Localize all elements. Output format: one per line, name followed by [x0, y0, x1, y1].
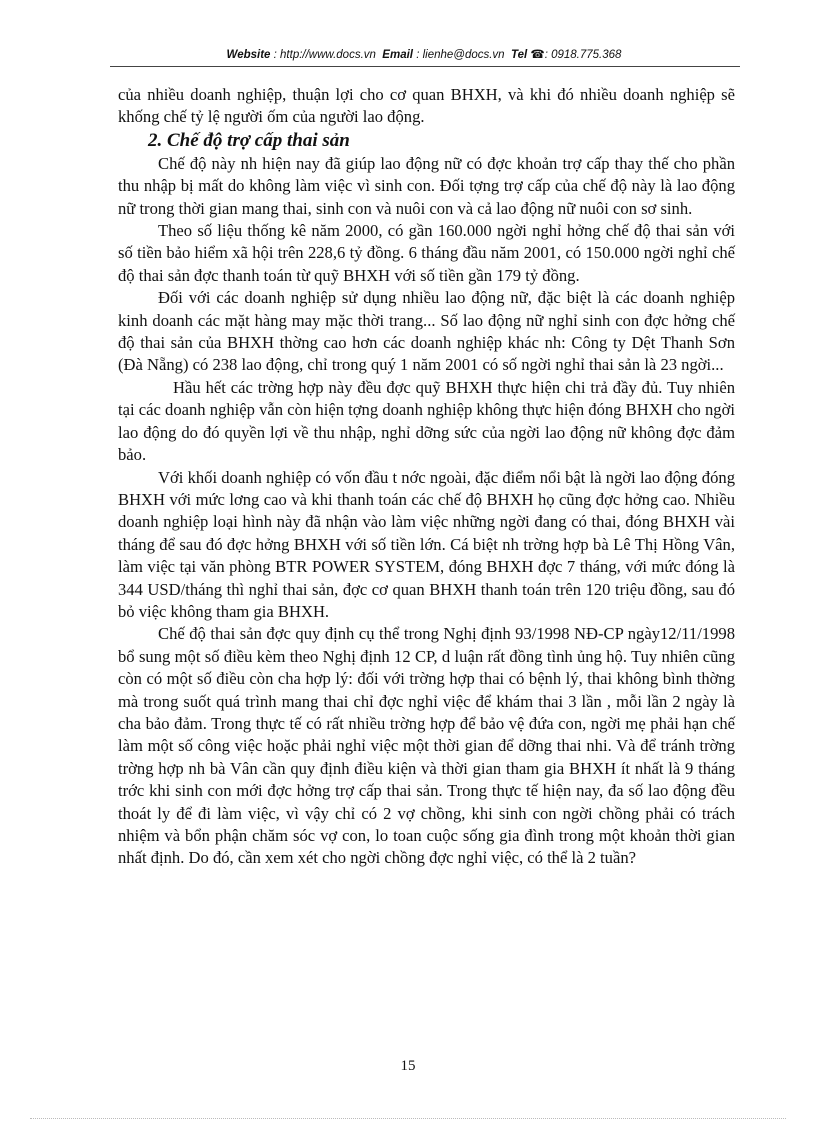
section-heading: 2. Chế độ trợ cấp thai sản	[148, 129, 350, 151]
website-value: : http://www.docs.vn	[273, 49, 376, 61]
paragraph: Chế độ này nh hiện nay đã giúp lao động nữ có đợc khoản trợ cấp thay thế cho phần thu nhập bị mất do không làm việc vì sinh con. Đối tợng trợ cấp của chế độ này là lao động nữ trong thời gian mang thai, sinh con và nuôi con và cả lao động nữ nuôi con sơ sinh.	[118, 153, 735, 218]
document-body	[118, 84, 735, 870]
page-number: 15	[400, 1058, 416, 1074]
tel-label: Tel	[510, 49, 528, 61]
tel-value: : 0918.775.368	[544, 49, 622, 61]
paragraph: Chế độ thai sản đợc quy định cụ thể trong Nghị định 93/1998 NĐ-CP ngày12/11/1998 bổ sung một số điều kèm theo Nghị định 12 CP, d luận rất đồng tình ủng hộ. Tuy nhiên cũng còn có một số điều còn cha hợp lý: đối với trờng hợp thai có bệnh lý, thai không bình thờng mà trong suốt quá trình mang thai chỉ đợc nghỉ việc để khám thai 3 lần , mỗi lần 2 ngày là cha bảo đảm. Trong thực tế có rất nhiều trờng hợp để bảo vệ đứa con, ngời mẹ phải hạn chế làm một số công việc hoặc phải nghỉ việc một thời gian để dỡng thai nhi. Và để tránh trờng trờng hợp nh bà Vân cần quy định điều kiện và thời gian tham gia BHXH ít nhất là 9 tháng trớc khi sinh con mới đợc hởng trợ cấp thai sản. Trong thực tế hiện nay, đa số lao động đều thoát ly để đi làm việc, vì vậy chỉ có 2 vợ chồng, khi sinh con ngời chồng phải có trách nhiệm và bổn phận chăm sóc vợ con, lo toan cuộc sống gia đình trong một khoản thời gian nhất định. Do đó, cần xem xét cho ngời chồng đợc nghỉ việc, có thể là 2 tuần?	[118, 624, 735, 868]
paragraph: Với khối doanh nghiệp có vốn đầu t nớc ngoài, đặc điểm nổi bật là ngời lao động đóng BHXH với mức lơng cao và khi thanh toán các chế độ BHXH họ cũng đợc hởng cao. Nhiều doanh nghiệp loại hình này đã nhận vào làm việc những ngời đang có thai, đóng BHXH vài tháng để sau đó đợc hởng BHXH với số tiền lớn. Cá biệt nh trờng hợp bà Lê Thị Hồng Vân, làm việc tại văn phòng BTR POWER SYSTEM, đóng BHXH đợc 7 tháng, với mức đóng là 344 USD/tháng thì nghỉ thai sản, đợc cơ quan BHXH thanh toán trên 120 triệu đồng, sau đó bỏ việc không tham gia BHXH.	[118, 467, 735, 621]
page-header	[110, 48, 738, 62]
paragraph: Đối với các doanh nghiệp sử dụng nhiều lao động nữ, đặc biệt là các doanh nghiệp kinh doanh các mặt hàng may mặc thời trang... Số lao động nữ nghỉ sinh con đợc hởng chế độ thai sản của BHXH thờng cao hơn các doanh nghiệp khác nh: Công ty Dệt Thanh Sơn (Đà Nẵng) có 238 lao động, chỉ trong quý 1 năm 2001 có số ngời nghỉ thai sản là 23 ngời...	[118, 288, 735, 375]
email-label: Email	[382, 49, 413, 61]
email-value: : lienhe@docs.vn	[416, 49, 505, 61]
header-divider	[110, 66, 740, 67]
paragraph: Hầu hết các trờng hợp này đều đợc quỹ BHXH thực hiện chi trả đầy đủ. Tuy nhiên tại các doanh nghiệp vẫn còn hiện tợng doanh nghiệp không thực hiện đóng BHXH cho ngời lao động do đó quyền lợi về thu nhập, nghỉ dỡng sức của ngời lao động nữ không đợc đảm bảo.	[118, 377, 735, 465]
website-label: Website	[226, 49, 271, 61]
paragraph-continuation: của nhiều doanh nghiệp, thuận lợi cho cơ quan BHXH, và khi đó nhiều doanh nghiệp sẽ khống chế tỷ lệ người ốm của người lao động.	[118, 85, 735, 127]
paragraph: Theo số liệu thống kê năm 2000, có gần 160.000 ngời nghỉ hởng chế độ thai sản với số tiền bảo hiểm xã hội trên 228,6 tỷ đồng. 6 tháng đầu năm 2001, có 150.000 ngời nghỉ chế độ thai sản đợc thanh toán từ quỹ BHXH với số tiền gần 179 tỷ đồng.	[118, 221, 735, 285]
phone-icon: ☎	[530, 49, 545, 61]
footer-divider	[30, 1118, 786, 1119]
